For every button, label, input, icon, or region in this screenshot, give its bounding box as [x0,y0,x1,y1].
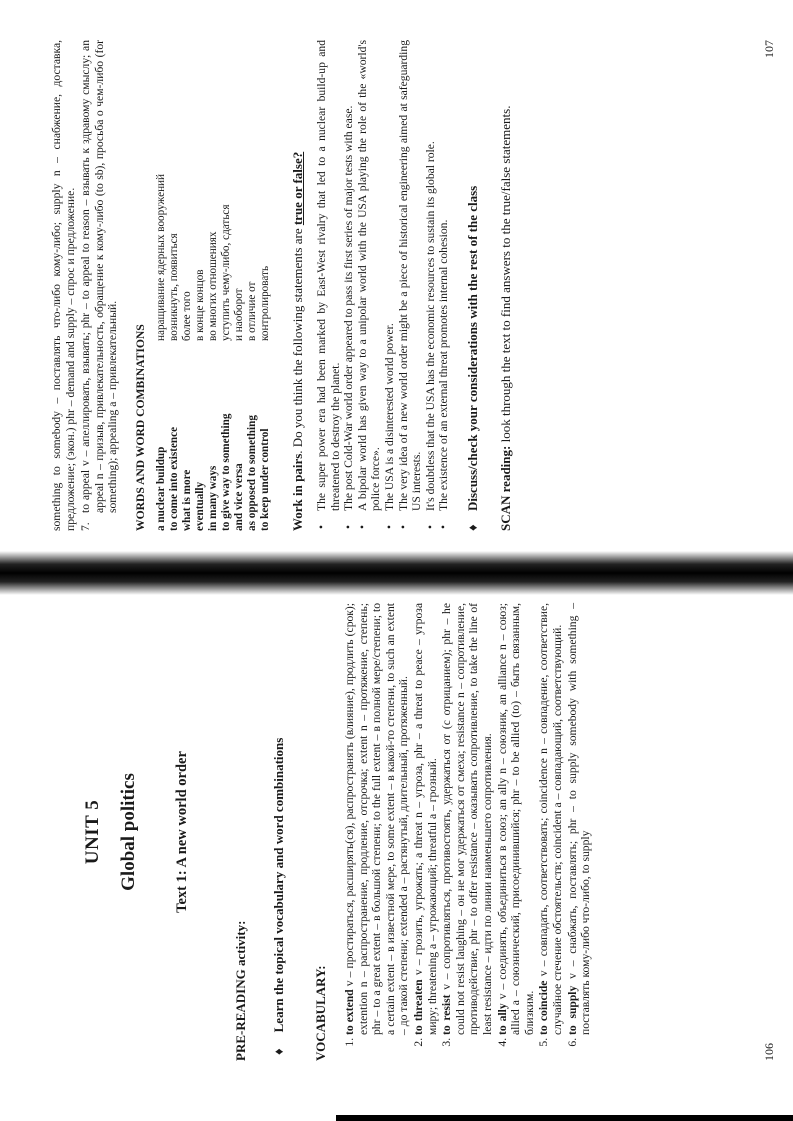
table-row: to keep under control контролировать [258,265,271,531]
word-combinations-table [155,40,272,531]
discuss-instruction: ♦ Discuss/check your considerations with the rest of the class [464,185,480,531]
vocab-item: 4. to ally v – соединять, объединиться в союз; an ally n – союзник, an alliance n – союз; allied a – союзнический, присоединившийся; phr – to be allied (to) – быть связанным, близким. [496,603,537,1035]
scan-instruction: SCAN reading: look through the text to find answers to the true/false statements. [497,105,513,531]
vocab-item-text: to appeal v – апеллировать, взывать; phr – to appeal to reason – взывать к здравому смыслу; an appeal n – призыв, привлекательность, обращение к кому-либо (to sb), просьба о чем-либо (for something); appealing a – привлекательный. [79,40,120,513]
table-row: as opposed to something в отличие от [245,281,258,531]
table-row: eventually в конце концов [193,269,206,531]
true-false-label: true or false? [289,151,305,226]
list-item: • The existence of an external threat promotes internal cohesion. [437,40,451,531]
diamond-bullet-icon: ♦ [271,1048,286,1055]
list-item: • The post Cold-War world order appeared to pass its first series of major tests with ease. [342,40,356,531]
list-item: • The USA is a disinterested world power. [383,40,397,531]
table-row: what is more более того [180,291,193,531]
vocabulary-list [343,603,593,1061]
table-row: to come into existence возникнуть, появиться [167,233,180,531]
scan-label: SCAN reading: [497,445,513,531]
page-number: 107 [762,40,776,58]
list-item: • The very idea of a new world order might be a piece of historical engineering aimed at safeguarding US interests. [397,40,424,531]
word-combinations-heading: WORDS AND WORD COMBINATIONS [133,324,147,531]
page-number: 106 [762,1043,776,1061]
left-page [0,561,793,1121]
table-row: and vice versa и наоборот [232,288,245,531]
learn-instruction-text: Learn the topical vocabulary and word combinations [271,737,286,1033]
vocab-item: 6. to supply v – снабжать, поставлять; phr – to supply somebody with something – поставлять кому-либо что-либо, to supply [566,603,593,1035]
vocab-item-7 [79,40,120,531]
pairs-instruction: Work in pairs. Do you think the following statements are true or false? [289,151,305,531]
vocab-item: 2. to threaten v – грозить, угрожать; a threat n – угроза, phr – a threat to peace – угроза миру; threatening a – угрожающий; threatful a – грозный. [412,603,439,1035]
pre-reading-heading: PRE-READING activity: [233,920,248,1061]
table-row: in many ways во многих отношениях [206,231,219,531]
table-row: a nuclear buildup наращивание ядерных вооружений [154,173,167,531]
list-item: • A bipolar world has given way to a unipolar world with the USA playing the role of the «world's police force». [356,40,383,531]
learn-instruction [271,603,287,1061]
item-number: 7. [79,522,93,531]
vocab-continuation: something to somebody – поставлять что-либо кому-либо; supply n – снабжение, доставка, предложение; (экон.) phr – demand and supply – спрос и предложение. [50,40,77,531]
vocab-item: 5. to coincide v – совпадать, соответствовать; coincidence n – совпадение, соответствие, случайное стечение обстоятельств; coincident a – совпадающий, соответствующий. [537,603,564,1035]
list-item: • It's doubtless that the USA has the economic resources to sustain its global role. [424,40,438,531]
vocab-item: 1. to extend v – простираться, расширять(ся), распространять (влияние), продлить (срок); extention n – распространение, продление, отсрочка; extent n – протяжение, степень; phr – to a great extent – в большой степени; to the full extent – в полной мере/степени; to a certain extent – в известной мере, to some extent – в какой-то степени, to such an extent – до такой степени; extended a – растянутый, длительный, протяженный. [343,603,411,1035]
statements-list [315,40,451,531]
table-row: to give way to something уступить чему-либо, сдаться [219,204,232,531]
diamond-bullet-icon: ♦ [464,524,480,531]
unit-title: UNIT 5 [82,799,103,865]
vocabulary-heading: VOCABULARY: [313,965,328,1061]
unit-subject: Global politics [118,773,139,891]
pairs-label: Work in pairs [289,453,305,531]
text-title: Text 1: A new world order [174,751,190,913]
vocab-item: 3. to resist v – сопротивляться, противостоять, удержаться от (с отрицанием); phr – he could not resist laughing – он не мог удержаться от смеха; resistance n – сопротивление, противодействие, phr – to offer resistance – оказывать сопротивление, to take the line of least resistance – идти по линии наименьшего сопротивления. [440,603,494,1035]
list-item: • The super power era had been marked by East-West rivalry that led to a nuclear build-up and threatened to destroy the planet. [315,40,342,531]
